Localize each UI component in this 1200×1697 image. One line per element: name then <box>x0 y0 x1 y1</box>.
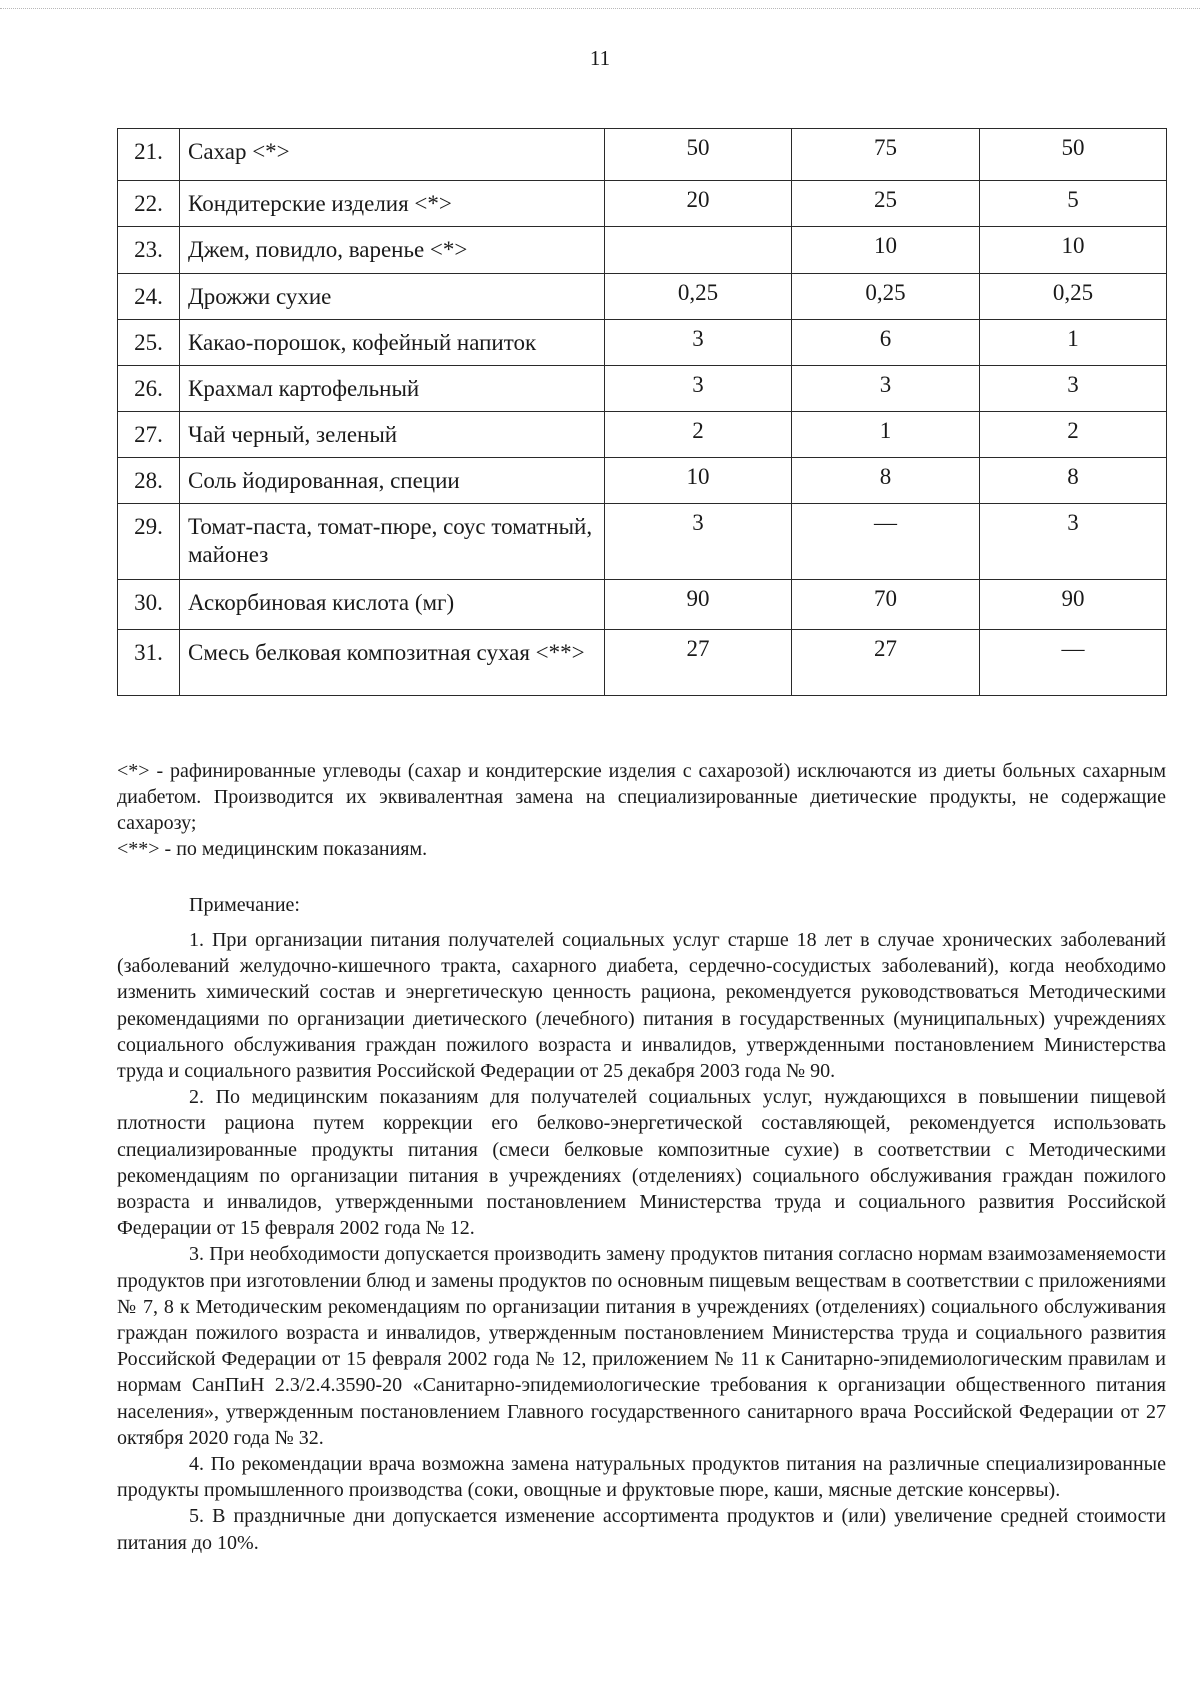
product-name: Дрожжи сухие <box>180 274 605 320</box>
product-name: Чай черный, зеленый <box>180 412 605 458</box>
footnotes <box>117 758 1166 862</box>
page-top-edge <box>0 8 1200 9</box>
table-row <box>118 274 1167 320</box>
product-name: Соль йодированная, специи <box>180 458 605 504</box>
row-number: 27. <box>118 412 180 458</box>
value-col-1: 3 <box>605 320 792 366</box>
row-number: 25. <box>118 320 180 366</box>
value-col-1: 3 <box>605 504 792 580</box>
value-col-2: 8 <box>792 458 980 504</box>
table-row <box>118 458 1167 504</box>
product-name: Томат-паста, томат-пюре, соус томатный, майонез <box>180 504 605 580</box>
value-col-1: 50 <box>605 129 792 181</box>
value-col-2: 75 <box>792 129 980 181</box>
value-col-1: 0,25 <box>605 274 792 320</box>
value-col-1: 27 <box>605 630 792 696</box>
footnote-medical-indications: <**> - по медицинским показаниям. <box>117 838 428 860</box>
value-col-3: 0,25 <box>980 274 1167 320</box>
value-col-1: 20 <box>605 181 792 227</box>
row-number: 22. <box>118 181 180 227</box>
value-col-3: 5 <box>980 181 1167 227</box>
row-number: 30. <box>118 580 180 630</box>
value-col-2: 70 <box>792 580 980 630</box>
page-number: 11 <box>589 46 611 70</box>
table-row <box>118 366 1167 412</box>
row-number: 31. <box>118 630 180 696</box>
table-row <box>118 129 1167 181</box>
note-item-1: 1. При организации питания получателей социальных услуг старше 18 лет в случае хронических заболеваний (заболеваний желудочно-кишечного тракта, сахарного диабета, сердечно-сосудистых заболеваний), когда необходимо изменить химический состав и энергетическую ценность рациона, рекомендуется руководствоваться Методическими рекомендациями по организации диетического (лечебного) питания в государственных (муниципальных) учреждениях социального обслуживания граждан пожилого возраста и инвалидов, утвержденными постановлением Министерства труда и социального развития Российской Федерации от 25 декабря 2003 года № 90. <box>117 929 1166 1083</box>
value-col-1 <box>605 227 792 274</box>
value-col-2: 0,25 <box>792 274 980 320</box>
table-row <box>118 630 1167 696</box>
value-col-3: 10 <box>980 227 1167 274</box>
value-col-3: 2 <box>980 412 1167 458</box>
row-number: 26. <box>118 366 180 412</box>
product-name: Кондитерские изделия <*> <box>180 181 605 227</box>
value-col-1: 2 <box>605 412 792 458</box>
value-col-3: — <box>980 630 1167 696</box>
product-name: Крахмал картофельный <box>180 366 605 412</box>
value-col-3: 3 <box>980 504 1167 580</box>
note-item-4: 4. По рекомендации врача возможна замена натуральных продуктов питания на различные специализированные продукты промышленного производства (соки, овощные и фруктовые пюре, каши, мясные детские консервы). <box>117 1453 1166 1502</box>
value-col-2: 27 <box>792 630 980 696</box>
value-col-2: 1 <box>792 412 980 458</box>
value-col-3: 3 <box>980 366 1167 412</box>
table-row <box>118 320 1167 366</box>
table-row <box>118 580 1167 630</box>
note-item-5: 5. В праздничные дни допускается изменение ассортимента продуктов и (или) увеличение средней стоимости питания до 10%. <box>117 1505 1166 1554</box>
value-col-2: — <box>792 504 980 580</box>
product-name: Какао-порошок, кофейный напиток <box>180 320 605 366</box>
table-row <box>118 181 1167 227</box>
product-name: Джем, повидло, варенье <*> <box>180 227 605 274</box>
food-norms-table <box>117 128 1167 696</box>
note-item-3: 3. При необходимости допускается производить замену продуктов питания согласно нормам взаимозаменяемости продуктов при изготовлении блюд и замены продуктов по основным пищевым веществам в соответствии с приложениями № 7, 8 к Методическим рекомендациям по организации питания в учреждениях (отделениях) социального обслуживания граждан пожилого возраста и инвалидов, утвержденным постановлением Министерства труда и социального развития Российской Федерации от 15 февраля 2002 года № 12, приложением № 11 к Санитарно-эпидемиологическим правилам и нормам СанПиН 2.3/2.4.3590-20 «Санитарно-эпидемиологические требования к организации общественного питания населения», утвержденным постановлением Главного государственного санитарного врача Российской Федерации от 27 октября 2020 года № 32. <box>117 1243 1166 1449</box>
product-name: Смесь белковая композитная сухая <**> <box>180 630 605 696</box>
value-col-2: 10 <box>792 227 980 274</box>
value-col-2: 3 <box>792 366 980 412</box>
value-col-1: 3 <box>605 366 792 412</box>
row-number: 24. <box>118 274 180 320</box>
value-col-1: 10 <box>605 458 792 504</box>
value-col-3: 50 <box>980 129 1167 181</box>
row-number: 28. <box>118 458 180 504</box>
product-name: Сахар <*> <box>180 129 605 181</box>
notes-list <box>117 927 1166 1556</box>
table-row <box>118 412 1167 458</box>
footnote-refined-carbohydrates: <*> - рафинированные углеводы (сахар и кондитерские изделия с сахарозой) исключаются из диеты больных сахарным диабетом. Производится их эквивалентная замена на специализированные диетические продукты, не содержащие сахарозу; <box>117 760 1166 834</box>
product-name: Аскорбиновая кислота (мг) <box>180 580 605 630</box>
row-number: 23. <box>118 227 180 274</box>
table-row <box>118 504 1167 580</box>
value-col-3: 8 <box>980 458 1167 504</box>
value-col-2: 6 <box>792 320 980 366</box>
note-item-2: 2. По медицинским показаниям для получателей социальных услуг, нуждающихся в повышении пищевой плотности рациона путем коррекции его белково-энергетической составляющей, рекомендуется использовать специализированные продукты питания (смеси белковые композитные сухие) в соответствии с Методическими рекомендациям по организации питания в учреждениях (отделениях) социального обслуживания граждан пожилого возраста и инвалидов, утвержденными постановлением Министерства труда и социального развития Российской Федерации от 15 февраля 2002 года № 12. <box>117 1086 1166 1240</box>
notes-title: Примечание: <box>189 894 300 916</box>
row-number: 29. <box>118 504 180 580</box>
value-col-2: 25 <box>792 181 980 227</box>
row-number: 21. <box>118 129 180 181</box>
value-col-3: 90 <box>980 580 1167 630</box>
table-row <box>118 227 1167 274</box>
value-col-3: 1 <box>980 320 1167 366</box>
value-col-1: 90 <box>605 580 792 630</box>
